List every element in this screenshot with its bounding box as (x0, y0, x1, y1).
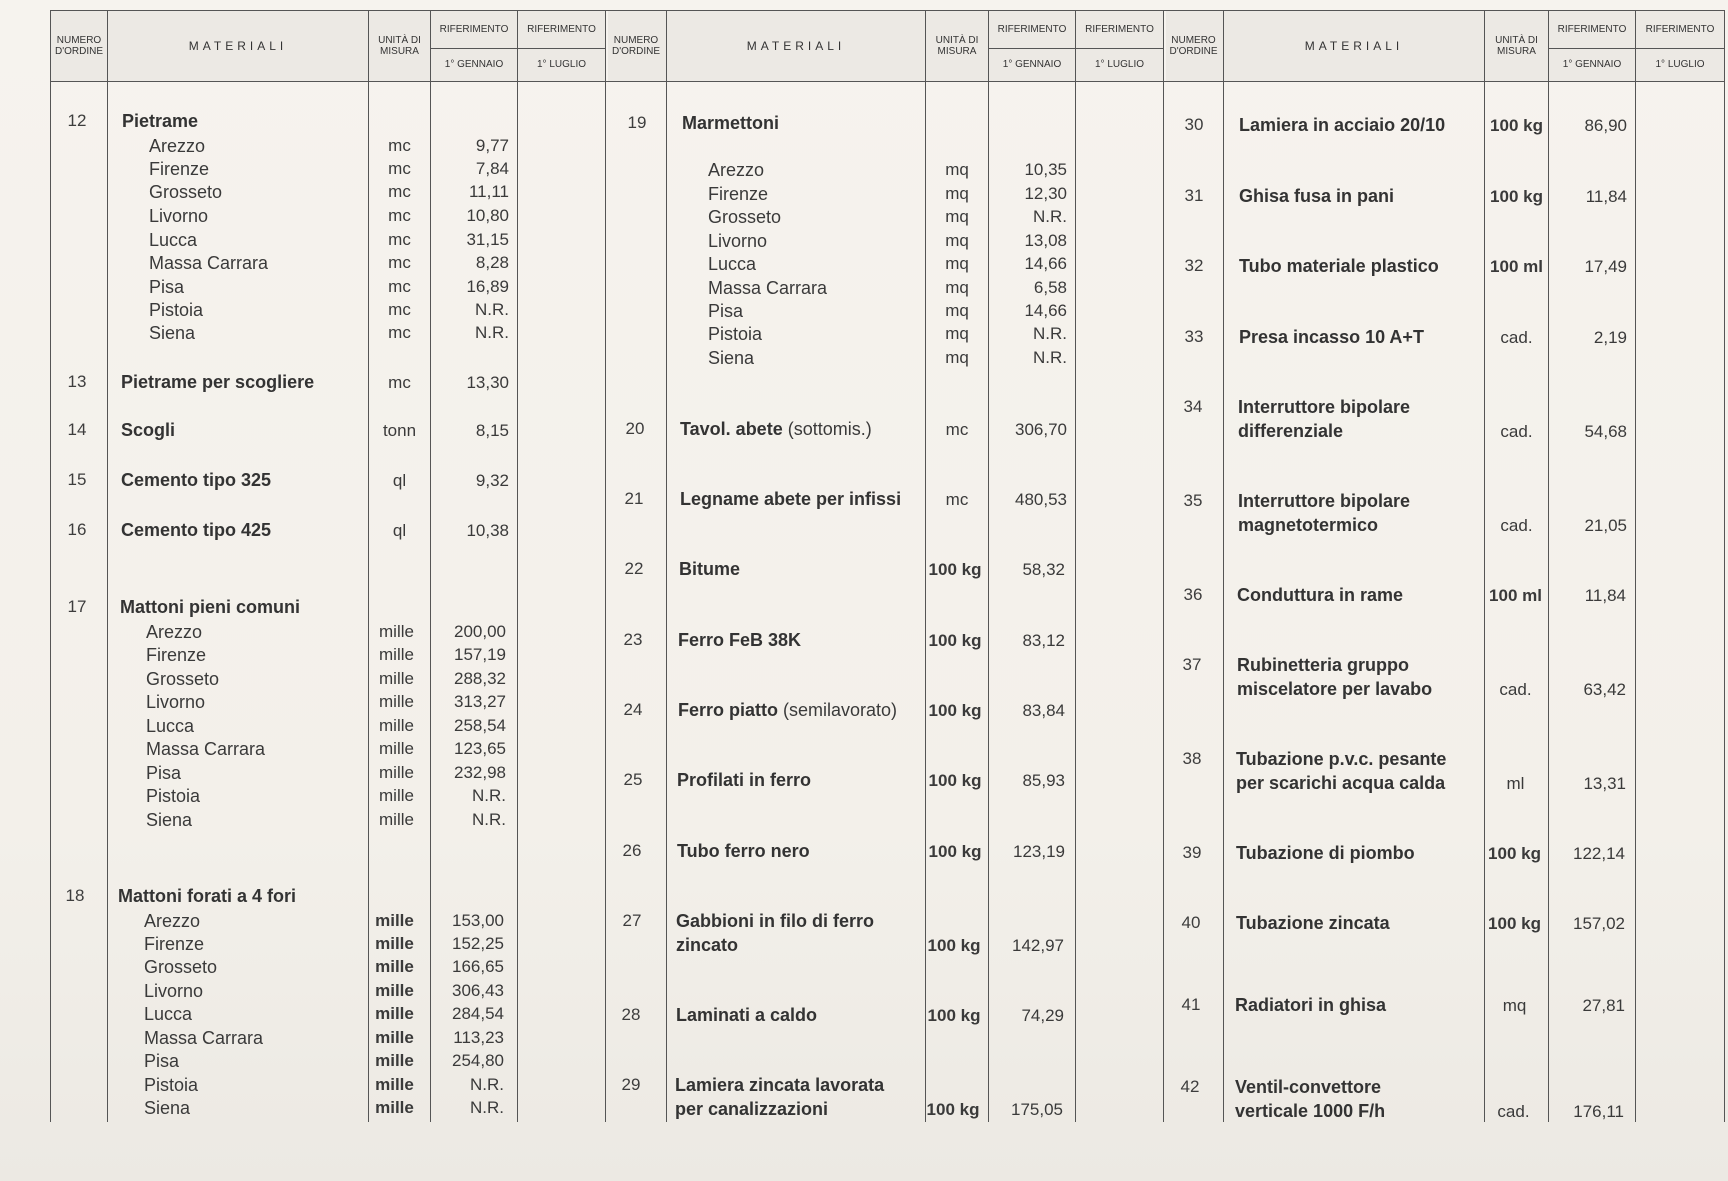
row-number: 26 (622, 841, 642, 860)
material-name: Conduttura in rame (1237, 585, 1404, 605)
city-name: Firenze (149, 159, 210, 179)
header-bottom-rule (50, 81, 1724, 82)
price-gennaio: N.R. (1033, 207, 1067, 226)
city-name: Lucca (149, 230, 198, 250)
unit: 100 kg (928, 771, 982, 790)
col-divider (50, 10, 51, 1122)
unit: mille (375, 1028, 414, 1047)
city-name: Siena (708, 348, 755, 368)
material-name: Pietrame (122, 111, 199, 131)
material-name (680, 419, 872, 440)
unit: mille (379, 645, 414, 664)
city-name: Arezzo (146, 622, 203, 642)
material-name: Tubazione zincata (1236, 913, 1390, 933)
price-gennaio: 2,19 (1593, 328, 1627, 347)
city-name: Firenze (144, 934, 205, 954)
unit: 100 kg (1488, 914, 1541, 933)
header-materiali: MATERIALI (188, 39, 288, 54)
row-number: 15 (67, 470, 87, 489)
price-gennaio: 10,35 (1024, 160, 1067, 179)
header-numero: NUMERO D'ORDINE (1169, 35, 1218, 57)
unit: mc (388, 136, 411, 155)
city-name: Livorno (146, 692, 206, 712)
row-number: 40 (1181, 913, 1201, 932)
city-name: Grosseto (708, 207, 782, 227)
price-gennaio: 27,81 (1582, 996, 1625, 1015)
unit: 100 kg (928, 560, 982, 579)
unit: cad. (1500, 422, 1533, 441)
price-gennaio: 8,28 (475, 253, 509, 272)
price-gennaio: 306,43 (452, 981, 504, 1000)
material-name: Mattoni forati a 4 fori (118, 886, 297, 906)
price-gennaio: N.R. (1033, 348, 1067, 367)
header-numero: NUMERO D'ORDINE (54, 35, 104, 57)
header-gennaio: 1° GENNAIO (444, 58, 504, 70)
city-name: Massa Carrara (146, 739, 266, 759)
unit: mq (945, 207, 969, 226)
city-name: Arezzo (708, 160, 765, 180)
city-name: Massa Carrara (149, 253, 269, 273)
unit: mc (388, 300, 411, 319)
city-name: Siena (146, 810, 193, 830)
price-gennaio: 16,89 (466, 277, 509, 296)
header-riferimento: RIFERIMENTO (439, 23, 509, 35)
col-divider (1163, 10, 1164, 1122)
row-number: 34 (1183, 397, 1203, 416)
unit: mc (388, 323, 411, 342)
price-gennaio: 58,32 (1022, 560, 1065, 579)
city-name: Pistoia (146, 786, 201, 806)
price-gennaio: 74,29 (1021, 1006, 1064, 1025)
unit: cad. (1497, 1102, 1530, 1121)
unit: mille (379, 786, 414, 805)
material-name: Rubinetteria gruppo (1237, 655, 1409, 675)
price-gennaio: 152,25 (452, 934, 504, 953)
row-number: 25 (623, 770, 643, 789)
unit: 100 ml (1489, 586, 1542, 605)
price-gennaio: 166,65 (452, 957, 504, 976)
unit: mille (379, 763, 414, 782)
material-name: Presa incasso 10 A+T (1239, 327, 1424, 347)
price-gennaio: 142,97 (1012, 936, 1064, 955)
unit: cad. (1500, 328, 1533, 347)
unit: mille (375, 1004, 414, 1023)
price-gennaio: 113,23 (453, 1028, 504, 1047)
material-name: Tubazione di piombo (1236, 843, 1415, 863)
unit: mc (388, 277, 411, 296)
row-number: 30 (1184, 115, 1204, 134)
material-name: Legname abete per infissi (680, 489, 902, 509)
header-riferimento: RIFERIMENTO (1085, 23, 1154, 35)
price-gennaio: 9,32 (475, 471, 509, 490)
unit: ql (392, 471, 407, 490)
material-name: Laminati a caldo (676, 1005, 818, 1025)
price-gennaio: 313,27 (454, 692, 506, 711)
unit: mc (388, 253, 411, 272)
material-name: Scogli (121, 420, 176, 440)
unit: mille (379, 622, 414, 641)
material-name-line2: differenziale (1238, 421, 1344, 441)
price-gennaio: 12,30 (1024, 184, 1067, 203)
material-name: Radiatori in ghisa (1235, 995, 1387, 1015)
city-name: Firenze (708, 184, 769, 204)
row-number: 24 (623, 700, 643, 719)
price-gennaio: 31,15 (466, 230, 509, 249)
header-riferimento: RIFERIMENTO (527, 23, 596, 35)
price-gennaio: 83,84 (1022, 701, 1065, 720)
col-divider (1484, 10, 1485, 1122)
row-number: 39 (1182, 843, 1202, 862)
material-name: Lamiera in acciaio 20/10 (1239, 115, 1446, 135)
material-name: Pietrame per scogliere (121, 372, 315, 392)
row-number: 42 (1180, 1077, 1200, 1096)
price-gennaio: N.R. (475, 300, 509, 319)
unit: mille (379, 692, 414, 711)
unit: mille (375, 934, 414, 953)
row-number: 21 (624, 489, 644, 508)
material-name: Lamiera zincata lavorata (675, 1075, 885, 1095)
price-gennaio: 83,12 (1022, 631, 1065, 650)
col-divider (1548, 10, 1549, 1122)
unit: mille (379, 810, 414, 829)
unit: mille (375, 911, 414, 930)
row-number: 32 (1184, 256, 1204, 275)
city-name: Grosseto (146, 669, 220, 689)
unit: mc (945, 420, 969, 439)
unit: mq (945, 278, 969, 297)
unit: 100 kg (928, 701, 982, 720)
material-name-line2: zincato (676, 935, 739, 955)
price-gennaio: 10,38 (466, 521, 509, 540)
city-name: Massa Carrara (144, 1028, 264, 1048)
unit: mc (388, 230, 411, 249)
price-gennaio: 13,30 (466, 373, 509, 392)
unit: 100 kg (928, 842, 982, 861)
price-gennaio: 288,32 (454, 669, 506, 688)
material-name: Marmettoni (682, 113, 780, 133)
header-unita: UNITÀ DI MISURA (935, 35, 979, 57)
city-name: Livorno (149, 206, 209, 226)
price-gennaio: 13,31 (1583, 774, 1626, 793)
material-name: Tubazione p.v.c. pesante (1236, 749, 1447, 769)
price-gennaio: 86,90 (1584, 116, 1627, 135)
unit: 100 kg (1488, 844, 1541, 863)
material-name: Tubo materiale plastico (1239, 256, 1439, 276)
header-gennaio: 1° GENNAIO (1002, 58, 1062, 70)
material-name: Ghisa fusa in pani (1239, 186, 1395, 206)
price-gennaio: 17,49 (1584, 257, 1627, 276)
price-gennaio: 200,00 (454, 622, 506, 641)
unit: mq (945, 160, 969, 179)
unit: mille (375, 1075, 414, 1094)
table-top-rule (50, 10, 1724, 11)
unit: mc (388, 373, 411, 392)
price-gennaio: 85,93 (1022, 771, 1065, 790)
row-number: 12 (67, 111, 87, 130)
material-name: Bitume (679, 559, 741, 579)
material-name-line2: magnetotermico (1238, 515, 1379, 535)
header-riferimento: RIFERIMENTO (1557, 23, 1627, 35)
unit: ql (392, 521, 407, 540)
price-gennaio: 176,11 (1573, 1102, 1624, 1121)
price-gennaio: 157,02 (1573, 914, 1625, 933)
unit: mq (945, 324, 969, 343)
price-gennaio: 9,77 (475, 136, 509, 155)
header-materiali: MATERIALI (1304, 39, 1404, 54)
material-name: Ventil-convettore (1235, 1077, 1382, 1097)
unit: mille (375, 1051, 414, 1070)
row-number: 41 (1181, 995, 1201, 1014)
header-numero: NUMERO D'ORDINE (611, 35, 661, 57)
unit: 100 kg (928, 631, 982, 650)
city-name: Pistoia (149, 300, 204, 320)
row-number: 28 (621, 1005, 641, 1024)
row-number: 20 (625, 419, 645, 438)
row-number: 38 (1182, 749, 1202, 768)
price-gennaio: 21,05 (1584, 516, 1627, 535)
col-divider (517, 10, 518, 1122)
price-gennaio: 7,84 (475, 159, 509, 178)
price-gennaio: 14,66 (1024, 301, 1067, 320)
unit: mille (379, 669, 414, 688)
row-number: 35 (1183, 491, 1203, 510)
price-gennaio: 254,80 (452, 1051, 504, 1070)
material-name-line2: per canalizzazioni (675, 1099, 829, 1119)
city-name: Grosseto (149, 182, 223, 202)
unit: mc (945, 490, 969, 509)
city-name: Siena (149, 323, 196, 343)
price-gennaio: 6,58 (1033, 278, 1067, 297)
unit: tonn (382, 421, 417, 440)
price-gennaio: 480,53 (1015, 490, 1067, 509)
price-gennaio: 63,42 (1583, 680, 1626, 699)
material-name: Tubo ferro nero (677, 841, 810, 861)
unit: 100 kg (1490, 187, 1543, 206)
city-name: Pisa (146, 763, 182, 783)
row-number: 14 (67, 420, 87, 439)
row-number: 16 (67, 520, 87, 539)
unit: mq (945, 348, 969, 367)
material-name-line2: per scarichi acqua calda (1236, 773, 1446, 793)
material-name: Profilati in ferro (677, 770, 812, 790)
city-name: Lucca (144, 1004, 193, 1024)
price-gennaio: N.R. (470, 1075, 504, 1094)
price-gennaio: 11,84 (1584, 586, 1626, 605)
price-gennaio: 122,14 (1573, 844, 1625, 863)
unit: mille (379, 739, 414, 758)
unit: mq (1502, 996, 1527, 1015)
material-name: Interruttore bipolare (1238, 491, 1411, 511)
unit: mq (945, 301, 969, 320)
city-name: Grosseto (144, 957, 218, 977)
material-name-bold: Ferro piatto (678, 700, 779, 720)
header-riferimento: RIFERIMENTO (1645, 23, 1715, 35)
material-name: Interruttore bipolare (1238, 397, 1411, 417)
row-number: 33 (1184, 327, 1204, 346)
price-gennaio: 8,15 (475, 421, 509, 440)
material-name-line2: verticale 1000 F/h (1235, 1101, 1386, 1121)
unit: cad. (1500, 516, 1533, 535)
city-name: Pistoia (144, 1075, 199, 1095)
city-name: Lucca (708, 254, 757, 274)
row-number: 37 (1182, 655, 1202, 674)
material-name: Ferro FeB 38K (678, 630, 802, 650)
price-gennaio: N.R. (472, 810, 506, 829)
city-name: Pistoia (708, 324, 763, 344)
row-number: 18 (65, 886, 85, 905)
price-gennaio: N.R. (470, 1098, 504, 1117)
price-gennaio: 157,19 (454, 645, 506, 664)
row-number: 19 (627, 113, 647, 132)
row-number: 13 (67, 372, 87, 391)
unit: mille (375, 1098, 414, 1117)
price-gennaio: 153,00 (452, 911, 504, 930)
material-name: Cemento tipo 325 (121, 470, 272, 490)
unit: 100 kg (926, 1100, 980, 1119)
unit: mille (379, 716, 414, 735)
price-gennaio: 11,11 (468, 182, 509, 201)
material-name-suffix: (sottomis.) (782, 419, 872, 439)
col-divider (107, 10, 108, 1122)
price-gennaio: 175,05 (1011, 1100, 1063, 1119)
price-gennaio: 54,68 (1584, 422, 1627, 441)
row-number: 36 (1183, 585, 1203, 604)
material-name-bold: Tavol. abete (680, 419, 783, 439)
unit: mille (375, 981, 414, 1000)
unit: mc (388, 159, 411, 178)
material-name-line2: miscelatore per lavabo (1237, 679, 1433, 699)
header-riferimento: RIFERIMENTO (997, 23, 1067, 35)
material-name: Cemento tipo 425 (121, 520, 272, 540)
row-number: 31 (1184, 186, 1204, 205)
price-gennaio: 11,84 (1585, 187, 1627, 206)
price-gennaio: N.R. (472, 786, 506, 805)
price-gennaio: 284,54 (452, 1004, 504, 1023)
unit: mc (388, 182, 411, 201)
price-gennaio: N.R. (1033, 324, 1067, 343)
header-luglio: 1° LUGLIO (1655, 58, 1705, 70)
material-name-suffix: (semilavorato) (778, 700, 898, 720)
price-gennaio: 306,70 (1015, 420, 1067, 439)
city-name: Livorno (144, 981, 204, 1001)
unit: 100 kg (1490, 116, 1543, 135)
row-number: 22 (624, 559, 644, 578)
price-gennaio: 13,08 (1024, 231, 1067, 250)
city-name: Arezzo (149, 136, 206, 156)
col-divider (1724, 10, 1725, 1122)
price-gennaio: 123,65 (454, 739, 506, 758)
row-number: 17 (67, 597, 87, 616)
header-unita: UNITÀ DI MISURA (1495, 35, 1538, 57)
unit: cad. (1499, 680, 1532, 699)
price-gennaio: 232,98 (454, 763, 506, 782)
header-luglio: 1° LUGLIO (536, 58, 587, 70)
city-name: Arezzo (144, 911, 201, 931)
unit: mq (945, 184, 969, 203)
col-divider (1223, 10, 1224, 1122)
row-number: 23 (623, 630, 643, 649)
col-divider (1635, 10, 1636, 1122)
city-name: Lucca (146, 716, 195, 736)
price-gennaio: 123,19 (1013, 842, 1065, 861)
col-divider (1075, 10, 1076, 1122)
unit: 100 ml (1490, 257, 1543, 276)
price-gennaio: 10,80 (466, 206, 509, 225)
header-gennaio: 1° GENNAIO (1562, 58, 1622, 70)
city-name: Livorno (708, 231, 768, 251)
material-name: Mattoni pieni comuni (120, 597, 300, 617)
unit: mille (375, 957, 414, 976)
material-name: Gabbioni in filo di ferro (676, 911, 874, 931)
city-name: Pisa (144, 1051, 180, 1071)
unit: ml (1506, 774, 1525, 793)
row-number: 27 (622, 911, 642, 930)
city-name: Pisa (708, 301, 744, 321)
unit: mq (945, 231, 969, 250)
city-name: Pisa (149, 277, 185, 297)
unit: 100 kg (927, 1006, 981, 1025)
price-gennaio: 14,66 (1024, 254, 1067, 273)
material-name (678, 700, 897, 721)
city-name: Massa Carrara (708, 278, 828, 298)
header-unita: UNITÀ DI MISURA (378, 35, 421, 57)
city-name: Siena (144, 1098, 191, 1118)
row-number: 29 (621, 1075, 641, 1094)
city-name: Firenze (146, 645, 207, 665)
price-gennaio: N.R. (475, 323, 509, 342)
unit: mq (945, 254, 969, 273)
unit: 100 kg (927, 936, 981, 955)
header-materiali: MATERIALI (746, 39, 846, 54)
price-gennaio: 258,54 (454, 716, 506, 735)
header-luglio: 1° LUGLIO (1094, 58, 1145, 70)
unit: mc (388, 206, 411, 225)
col-divider (666, 10, 667, 1122)
